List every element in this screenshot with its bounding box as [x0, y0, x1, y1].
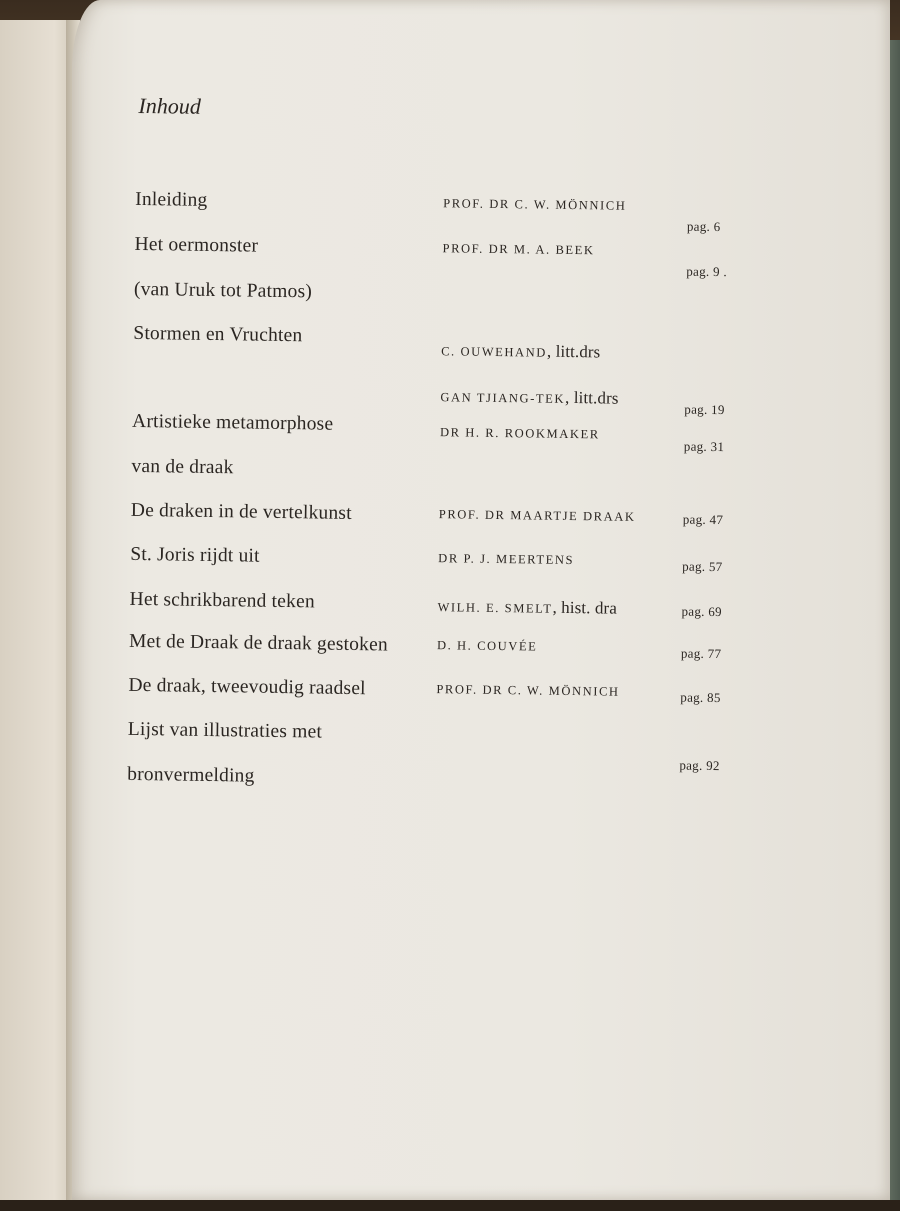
toc-entry — [62, 674, 880, 715]
entry-title: De draken in de vertelkunst — [130, 499, 352, 524]
table-of-contents-page — [72, 0, 890, 1200]
toc-entry — [63, 630, 881, 671]
entry-author: PROF. DR M. A. BEEK — [442, 241, 595, 258]
entry-title: De draak, tweevoudig raadsel — [128, 674, 366, 700]
entry-author: PROF. DR C. W. MÖNNICH — [436, 682, 620, 699]
entry-author: PROF. DR MAARTJE DRAAK — [438, 507, 636, 524]
toc-entry — [63, 588, 881, 629]
entry-title: Het oermonster — [134, 233, 259, 257]
entry-page: pag. 85 — [680, 689, 721, 706]
entry-title: bronvermelding — [127, 763, 255, 787]
entry-page: pag. 92 — [679, 757, 720, 774]
toc-entry — [68, 278, 886, 319]
entry-title: Met de Draak de draak gestoken — [128, 630, 389, 656]
entry-author: C. OUWEHAND, litt.drs — [441, 341, 601, 362]
entry-title: Artistieke metamorphose — [131, 410, 334, 435]
entry-author: DR P. J. MEERTENS — [438, 551, 575, 568]
entry-page: pag. 77 — [680, 645, 722, 662]
entry-page: pag. 9 . — [686, 263, 728, 280]
entry-title: Lijst van illustraties met — [127, 718, 323, 743]
entry-author: PROF. DR C. W. MÖNNICH — [443, 196, 627, 213]
toc-entry — [69, 188, 887, 235]
entry-page: pag. 57 — [682, 558, 723, 575]
entry-page: pag. 47 — [682, 511, 724, 528]
entry-title: St. Joris rijdt uit — [130, 543, 260, 567]
entry-author: WILH. E. SMELT, hist. dra — [437, 597, 618, 618]
entry-author: GAN TJIANG-TEK, litt.drs — [440, 387, 619, 408]
entry-title: van de draak — [131, 455, 234, 479]
entry-page: pag. 31 — [683, 438, 725, 455]
toc-entry — [67, 322, 885, 363]
entry-title: Het schrikbarend teken — [129, 588, 316, 613]
toc-entry — [65, 455, 883, 496]
entry-page: pag. 19 — [684, 401, 725, 418]
page-heading: Inhoud — [138, 92, 202, 119]
entry-author: D. H. COUVÉE — [436, 638, 538, 654]
entry-page: pag. 6 — [686, 218, 721, 235]
toc-entry — [64, 543, 882, 584]
entry-title: Stormen en Vruchten — [133, 322, 303, 347]
entry-title: (van Uruk tot Patmos) — [133, 278, 313, 303]
toc-entry — [65, 499, 883, 540]
toc-entry — [68, 233, 886, 280]
toc-entry — [62, 718, 880, 759]
entry-author: DR H. R. ROOKMAKER — [439, 425, 600, 442]
toc-entry — [61, 757, 879, 804]
entry-title: Inleiding — [135, 188, 208, 211]
entry-page: pag. 69 — [681, 603, 723, 620]
